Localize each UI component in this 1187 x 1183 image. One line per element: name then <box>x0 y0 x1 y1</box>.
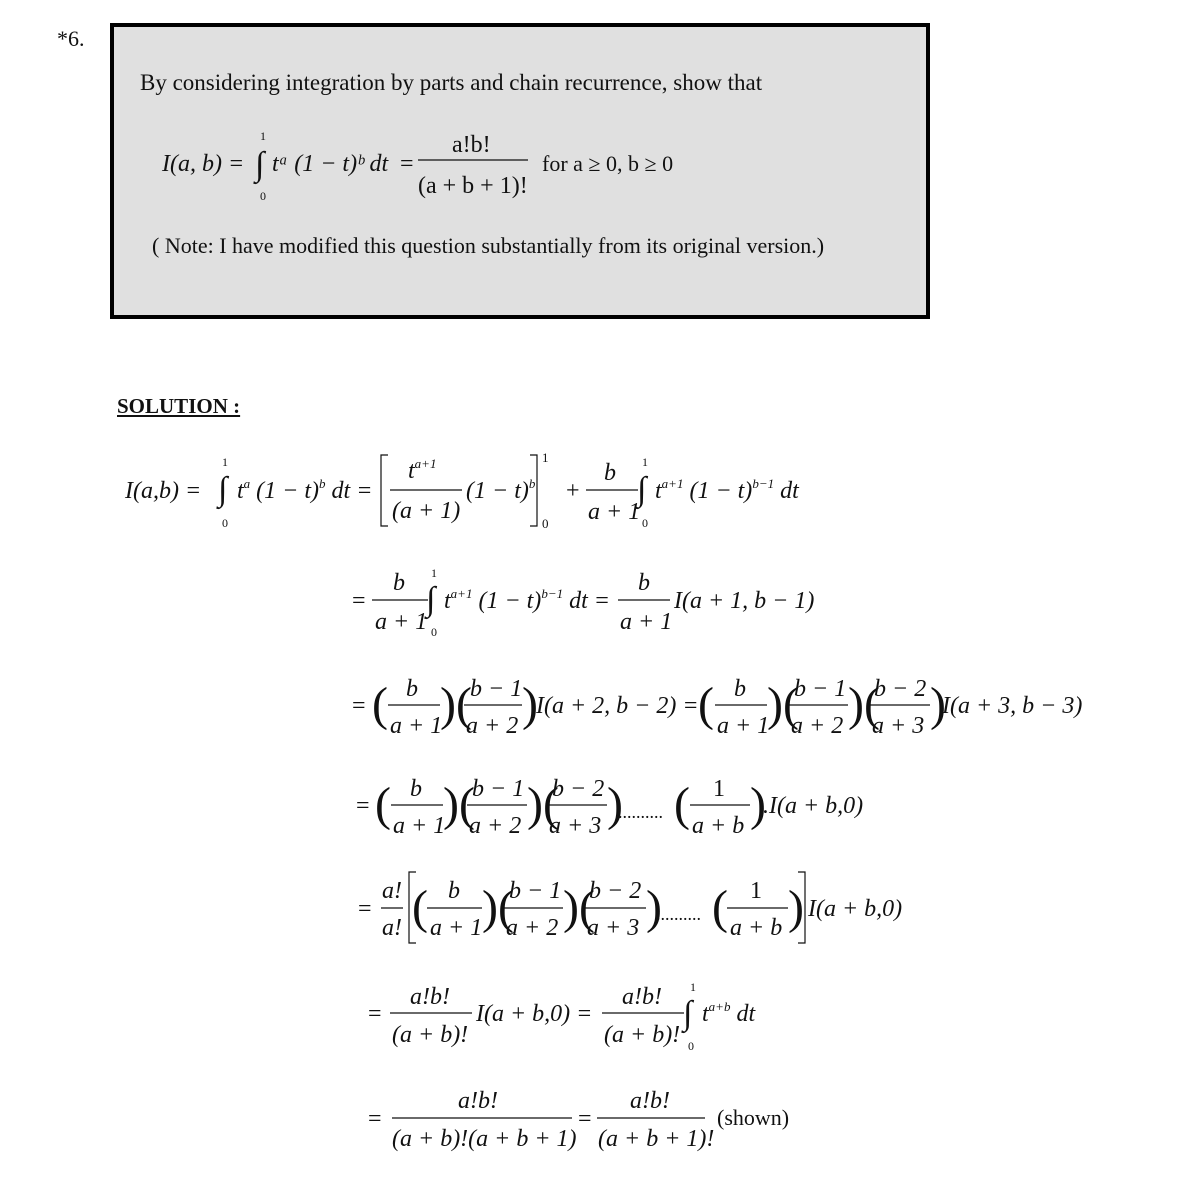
result-lower-limit: 0 <box>260 189 266 203</box>
svg-text:): ) <box>750 778 766 831</box>
svg-text:a!b!: a!b! <box>410 984 450 1010</box>
svg-text:(1 − t)b: $(1 - t)^b$ <box>466 476 536 504</box>
svg-text:)(: )( <box>482 881 514 934</box>
svg-text:): ) <box>788 881 804 934</box>
svg-text:I(a + 2, b − 2) =: I(a + 2, b − 2) = <box>536 693 699 719</box>
question-note: ( Note: I have modified this question substantially from its original version.) <box>152 233 825 258</box>
svg-text:ta+1 (1 − t)b−1 dt: $t^{a+1}$ $(1 - t)^{b-1}$ dt <box>655 476 799 504</box>
solution-line-4 <box>356 776 863 839</box>
svg-text:=: = <box>352 588 366 614</box>
svg-text:)(: )( <box>527 778 559 831</box>
svg-text:I(a,b) =: I(a,b) = <box>125 478 202 504</box>
solution-line-1 <box>124 450 800 531</box>
svg-text:a + 1: a + 1 <box>393 813 446 839</box>
svg-text:a + 1: a + 1 <box>588 499 641 525</box>
result-numerator: a!b! <box>452 132 491 158</box>
result-denominator: (a + b + 1)! <box>418 173 528 199</box>
svg-text:a + 2: a + 2 <box>466 713 519 739</box>
svg-text:0: 0 <box>542 516 549 531</box>
svg-text:b − 2: b − 2 <box>589 878 642 904</box>
svg-text:b: b <box>448 878 460 904</box>
result-condition: for a ≥ 0, b ≥ 0 <box>542 151 674 176</box>
svg-text:)(: )( <box>563 881 595 934</box>
svg-text:(: ( <box>674 778 690 831</box>
svg-text:..........: .......... <box>618 802 663 822</box>
svg-text:): ) <box>522 678 538 731</box>
svg-text:(a + b)!(a + b + 1): (a + b)!(a + b + 1) <box>392 1126 577 1152</box>
svg-text:)(: )( <box>848 678 880 731</box>
svg-text:0: 0 <box>688 1039 694 1053</box>
svg-text:(a + b + 1)!: (a + b + 1)! <box>598 1126 715 1152</box>
svg-text:I(a + b,0) =: I(a + b,0) = <box>476 1001 593 1027</box>
svg-text:)(: )( <box>767 678 799 731</box>
svg-text:a!b!: a!b! <box>630 1088 670 1114</box>
svg-text:b − 1: b − 1 <box>470 676 523 702</box>
svg-text:+: + <box>566 478 580 504</box>
svg-text:a!: a! <box>382 878 402 904</box>
svg-text:ta+1: $t^{a+1}$ <box>408 456 437 484</box>
svg-text:∫: ∫ <box>683 995 693 1032</box>
svg-text:=: = <box>400 151 414 177</box>
svg-text:a + 3: a + 3 <box>587 915 640 941</box>
svg-text:ta (1 − t)b dt =: $t^a$ $(1 - t)^b$ dt = <box>237 476 373 504</box>
svg-text:(: ( <box>712 881 728 934</box>
svg-text:)(: )( <box>440 678 472 731</box>
svg-text:=: = <box>358 896 372 922</box>
result-upper-limit: 1 <box>260 129 266 143</box>
svg-text:): ) <box>607 778 623 831</box>
svg-text:a + b: a + b <box>692 813 745 839</box>
svg-text:b: b <box>734 676 746 702</box>
svg-text:0: 0 <box>222 516 228 530</box>
svg-text:=: = <box>578 1106 592 1132</box>
svg-text:∫: ∫ <box>218 471 228 508</box>
svg-text:b: b <box>393 570 405 596</box>
svg-text:1: 1 <box>431 566 437 580</box>
solution-line-7 <box>368 1088 714 1152</box>
svg-text:1: 1 <box>222 455 228 469</box>
svg-text:I(a + b,0): I(a + b,0) <box>808 896 903 922</box>
svg-text:b − 2: b − 2 <box>874 676 927 702</box>
svg-text:ta+b dt: $t^{a+b}$ dt <box>702 999 756 1027</box>
svg-text:): ) <box>646 881 662 934</box>
svg-text:(: ( <box>698 678 714 731</box>
result-integrand: tᵃ (1 − t)ᵇ dt <box>272 151 389 177</box>
svg-text:a + 2: a + 2 <box>469 813 522 839</box>
svg-text:a + 3: a + 3 <box>872 713 925 739</box>
svg-text:(: ( <box>375 778 391 831</box>
svg-text:ta+1 (1 − t)b−1 dt =: $t^{a+1}$ $(1 - t)^{b-1}$ dt = <box>444 586 610 614</box>
svg-text:)(: )( <box>443 778 475 831</box>
svg-text:=: = <box>356 793 370 819</box>
svg-text:a + b: a + b <box>730 915 783 941</box>
shown-label: (shown) <box>717 1105 790 1130</box>
svg-text:b: b <box>410 776 422 802</box>
svg-text:b: b <box>406 676 418 702</box>
svg-text:0: 0 <box>431 625 437 639</box>
svg-text:a + 1: a + 1 <box>430 915 483 941</box>
result-lhs: I(a, b) = <box>162 151 245 177</box>
svg-text:b − 1: b − 1 <box>509 878 562 904</box>
svg-text:(a + b)!: (a + b)! <box>604 1022 681 1048</box>
svg-text:): ) <box>930 678 946 731</box>
svg-text:(a + b)!: (a + b)! <box>392 1022 469 1048</box>
question-number: *6. <box>57 26 85 51</box>
svg-text:1: 1 <box>690 980 696 994</box>
svg-text:∫: ∫ <box>426 581 436 618</box>
svg-text:a + 2: a + 2 <box>791 713 844 739</box>
integral-sign-icon: ∫ <box>255 146 265 183</box>
solution-heading: SOLUTION : <box>117 394 241 418</box>
svg-text:1: 1 <box>642 455 648 469</box>
svg-text:I(a + 1, b − 1): I(a + 1, b − 1) <box>674 588 815 614</box>
svg-text:.I(a + b,0): .I(a + b,0) <box>763 793 864 819</box>
svg-text:a + 2: a + 2 <box>506 915 559 941</box>
svg-text:(: ( <box>372 678 388 731</box>
svg-text:a + 1: a + 1 <box>620 609 673 635</box>
svg-text:a + 1: a + 1 <box>390 713 443 739</box>
svg-text:a!: a! <box>382 915 402 941</box>
svg-text:=: = <box>368 1001 382 1027</box>
svg-text:∫: ∫ <box>637 471 647 508</box>
svg-text:a + 3: a + 3 <box>549 813 602 839</box>
question-lead-text: By considering integration by parts and chain recurrence, show that <box>140 70 763 95</box>
svg-text:b: b <box>638 570 650 596</box>
solution-line-2 <box>352 566 814 639</box>
svg-text:b − 1: b − 1 <box>794 676 847 702</box>
svg-text:..........: .......... <box>656 904 701 924</box>
svg-text:0: 0 <box>642 516 648 530</box>
svg-text:b: b <box>604 460 616 486</box>
svg-text:1: 1 <box>750 878 762 904</box>
svg-text:a + 1: a + 1 <box>717 713 770 739</box>
svg-text:b − 1: b − 1 <box>472 776 525 802</box>
svg-text:(a + 1): (a + 1) <box>392 498 461 524</box>
solution-line-5 <box>358 878 902 941</box>
svg-text:a!b!: a!b! <box>458 1088 498 1114</box>
svg-text:b − 2: b − 2 <box>552 776 605 802</box>
svg-text:1: 1 <box>713 776 725 802</box>
svg-text:a + 1: a + 1 <box>375 609 428 635</box>
svg-text:=: = <box>352 693 366 719</box>
solution-line-3 <box>352 676 1082 739</box>
svg-text:a!b!: a!b! <box>622 984 662 1010</box>
svg-text:I(a + 3, b − 3): I(a + 3, b − 3) <box>942 693 1083 719</box>
svg-text:=: = <box>368 1106 382 1132</box>
solution-line-6 <box>368 980 756 1053</box>
svg-text:1: 1 <box>542 450 549 465</box>
svg-text:(: ( <box>412 881 428 934</box>
